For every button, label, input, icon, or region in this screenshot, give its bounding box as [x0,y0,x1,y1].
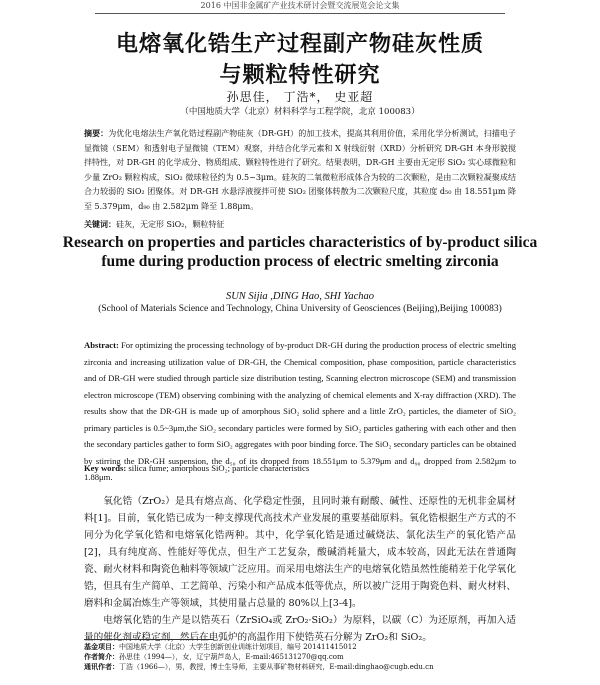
footnote-label: 基金项目： [84,643,119,651]
body-paragraph: 电熔氧化锆的生产是以锆英石（ZrSiO₄或 ZrO₂·SiO₂）为原料，以碳（C）为还原剂，再加入适量的催化剂或稳定剂，然后在电弧炉的高温作用下使锆英石分解为 ZrO₂和 SiO₂。 [84,615,516,643]
footnote-label: 作者简介： [84,653,119,661]
chinese-abstract-label: 摘要： [84,129,109,138]
footnote-label: 通讯作者： [84,663,119,671]
chinese-affiliation: （中国地质大学（北京）材料科学与工程学院，北京 100083） [180,107,420,117]
chinese-title [0,29,600,91]
english-keywords [84,462,516,474]
chinese-authors: 孙思佳， 丁浩*， 史亚超 [226,90,374,104]
chinese-abstract-text: 为优化电熔法生产氧化锆过程副产物硅灰（DR-GH）的加工技术，提高其利用价值，采用化学分析测试，扫描电子显微镜（SEM）和透射电子显微镜（TEM）观察，并结合化学元素和 X 射线衍射（XRD）分析研究 DR-GH 本身形貌搅拌特性，对 DR-GH 的化学成分、物质组成、颗粒特性进行了研究。结果表明，DR-GH 主要由无定形 SiO₂ 实心球微粒和少量 ZrO₂ 颗粒构成，SiO₂ 微球粒径约为 0.5~3μm。硅灰的二氧微粒形成体合为较的二次颗粒，是由二次颗粒凝聚成结合力较弱的 SiO₂ 团聚体。对 DR-GH 水悬浮液搅拌可使 SiO₂ 团聚体转散为二次颗粒尺度，其粒度 d₅₀ 由 18.551μm 降至 5.379μm，d₉₀ 由 2.582μm 降至 1.88μm。 [84,129,516,211]
english-keywords-text: silica fume; amorphous SiO₂; particle characteristics [128,463,310,473]
footnotes [84,642,516,672]
footnote-rule [84,639,214,640]
english-abstract-label: Abstract: [84,340,119,350]
footnote-text: 中国地质大学（北京）大学生创新创业训练计划项目，编号 201411415012 [119,643,357,651]
footnote-author-bio [84,652,516,662]
english-authors: SUN Sijia ,DING Hao, SHI Yachao [225,291,375,302]
footnote-funding [84,642,516,652]
chinese-title-line-1: 电熔氧化锆生产过程副产物硅灰性质 [115,32,484,57]
footnote-text: 孙思佳（1994—），女，辽宁葫芦岛人，E-mail:465131270@qq.com [119,653,344,661]
english-title-line-1: Research on properties and particles characteristics of by-product silica [62,234,538,251]
footnote-corresponding-author [84,662,516,672]
header-rule [95,13,505,14]
chinese-abstract [84,127,516,214]
chinese-keywords-text: 硅灰，无定形 SiO₂，颗粒特征 [116,220,225,229]
english-affiliation: (School of Materials Science and Technology, China University of Geosciences (Beijing),Beijing 100083) [98,304,502,314]
english-title [0,233,600,271]
chinese-title-line-2: 与颗粒特性研究 [219,63,381,88]
english-title-line-2: fume during production process of electric smelting zirconia [101,253,499,270]
english-keywords-label: Key words: [84,463,127,473]
running-header: 2016 中国非金属矿产业技术研讨会暨交流展览会论文集 [200,1,400,10]
english-abstract-text: For optimizing the processing technology of by-product DR-GH during the production process of electric smelting zirconia and increasing utilization value of DR-GH, the Chemical composition, phase composition, particle characteristics and of DR-GH were studied through particle size distribution testing, Scanning electron microscope (SEM) and transmission electron microscope (TEM) observing combining with the analyzing of chemical elements and X-ray diffraction (XRD). The results show that the DR-GH is made up of amorphous SiO₂ solid sphere and a little ZrO₂ particles, the diameter of SiO₂ primary particles is 0.5~3μm,the SiO₂ secondary particles were formed by SiO₂ particles gathering with each other and then the secondary particles gather to form SiO₂ aggregates with poor binding force. The SiO₂ secondary particles can be obtained by stirring the DR-GH suspension, the d₅₀ of its dropped from 18.551μm to 5.379μm and d₉₀ dropped from 2.582μm to 1.88μm. [84,340,516,482]
body-paragraph: 氧化锆（ZrO₂）是具有熔点高、化学稳定性强，且同时兼有耐酸、碱性、还原性的无机非金属材料[1]。目前，氧化锆已成为一种支撑现代高技术产业发展的重要基础原料。氧化锆根据生产方式的不同分为化学氧化锆和电熔氧化锆两种。其中，化学氧化锆是通过碱烧法、氯化法生产的氧化锆产品[2]，具有纯度高、性能好等优点，但生产工艺复杂，酸碱消耗量大，成本较高，因此无法在普通陶瓷、耐火材料和陶瓷色釉料等领域广泛应用。而采用电熔法生产的电熔氧化锆虽然性能稍差于化学氧化锆，但具有生产简单、工艺简单、污染小和产品成本低等优点，所以被广泛用于陶瓷色料、耐火材料、磨料和金属冶炼生产等领域，其使用量占总量的 80%以上[3-4]。 [84,496,516,609]
chinese-keywords-label: 关键词： [84,220,116,229]
body-text [84,493,516,646]
footnote-text: 丁浩（1966—），男，教授，博士生导师，主要从事矿物材料研究，E-mail:dinghao@cugb.edu.cn [119,663,434,671]
chinese-keywords [84,219,516,231]
